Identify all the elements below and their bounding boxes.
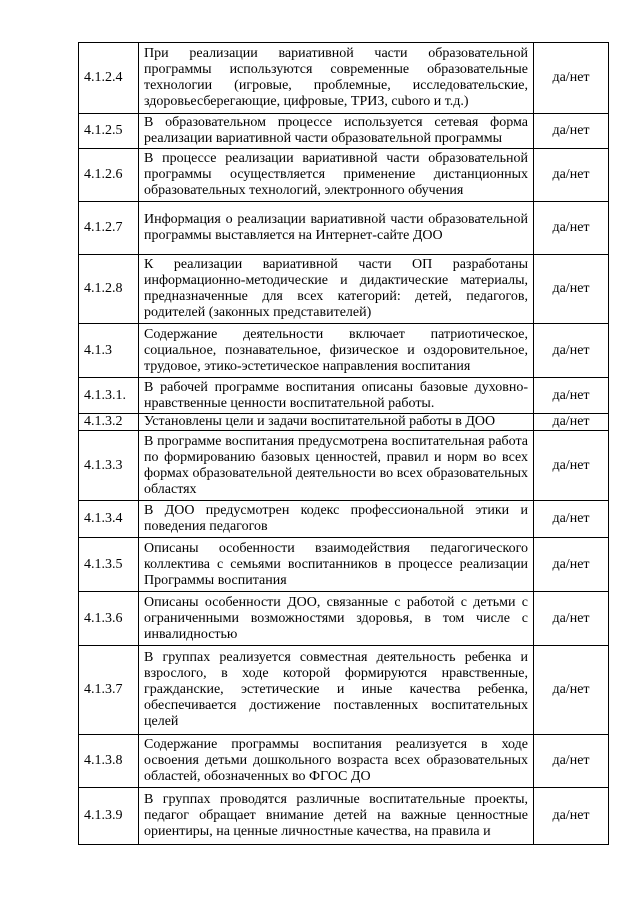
criteria-table [78,42,609,845]
table-row [79,149,609,202]
criterion-code: 4.1.3.4 [79,501,139,538]
table-row [79,788,609,845]
criterion-code: 4.1.3 [79,324,139,378]
criterion-code: 4.1.3.1. [79,378,139,414]
table-row [79,114,609,149]
table-row [79,324,609,378]
criterion-code: 4.1.3.5 [79,538,139,592]
criterion-text: В группах реализуется совместная деятельность ребенка и взрослого, в ходе которой формируются нравственные, гражданские, эстетические и иные качества ребенка, обеспечивается достижение поставленных воспитательных целей [139,646,534,735]
table-row [79,202,609,255]
criterion-code: 4.1.3.2 [79,414,139,431]
criterion-code: 4.1.2.8 [79,255,139,324]
criterion-answer: да/нет [534,646,609,735]
criterion-code: 4.1.3.8 [79,735,139,788]
criterion-answer: да/нет [534,255,609,324]
criterion-text: В группах проводятся различные воспитательные проекты, педагог обращает внимание детей на важные ценностные ориентиры, на ценные личностные качества, на правила и [139,788,534,845]
criterion-answer: да/нет [534,202,609,255]
criteria-table-body [79,43,609,845]
table-row [79,43,609,114]
table-row [79,735,609,788]
criterion-answer: да/нет [534,501,609,538]
criterion-answer: да/нет [534,431,609,501]
criterion-answer: да/нет [534,324,609,378]
criterion-answer: да/нет [534,592,609,646]
criterion-answer: да/нет [534,538,609,592]
criterion-answer: да/нет [534,735,609,788]
criterion-text: Информация о реализации вариативной части образовательной программы выставляется на Интернет-сайте ДОО [139,202,534,255]
criterion-code: 4.1.2.7 [79,202,139,255]
table-row [79,378,609,414]
criterion-answer: да/нет [534,414,609,431]
criterion-text: Содержание программы воспитания реализуется в ходе освоения детьми дошкольного возраста всех образовательных областей, обозначенных во ФГОС ДО [139,735,534,788]
criterion-code: 4.1.2.6 [79,149,139,202]
criterion-text: В ДОО предусмотрен кодекс профессиональной этики и поведения педагогов [139,501,534,538]
criterion-code: 4.1.3.9 [79,788,139,845]
criterion-code: 4.1.2.5 [79,114,139,149]
table-row [79,431,609,501]
criterion-text: Установлены цели и задачи воспитательной работы в ДОО [139,414,534,431]
table-row [79,538,609,592]
criterion-text: В образовательном процессе используется сетевая форма реализации вариативной части образовательной программы [139,114,534,149]
criterion-text: В рабочей программе воспитания описаны базовые духовно-нравственные ценности воспитательной работы. [139,378,534,414]
criterion-code: 4.1.3.3 [79,431,139,501]
criterion-text: Содержание деятельности включает патриотическое, социальное, познавательное, физическое и оздоровительное, трудовое, этико-эстетическое направления воспитания [139,324,534,378]
criterion-text: При реализации вариативной части образовательной программы используются современные образовательные технологии (игровые, проблемные, исследовательские, здоровьесберегающие, цифровые, ТРИЗ, cuboro и т.д.) [139,43,534,114]
table-row [79,414,609,431]
criterion-text: Описаны особенности ДОО, связанные с работой с детьми с ограниченными возможностями здоровья, в том числе с инвалидностью [139,592,534,646]
criterion-code: 4.1.2.4 [79,43,139,114]
table-row [79,592,609,646]
criterion-code: 4.1.3.6 [79,592,139,646]
criterion-answer: да/нет [534,149,609,202]
criterion-answer: да/нет [534,788,609,845]
criterion-text: В программе воспитания предусмотрена воспитательная работа по формированию базовых ценностей, правил и норм во всех формах образовательной деятельности во всех образовательных областях [139,431,534,501]
criterion-text: Описаны особенности взаимодействия педагогического коллектива с семьями воспитанников в процессе реализации Программы воспитания [139,538,534,592]
table-row [79,501,609,538]
table-row [79,646,609,735]
criterion-text: В процессе реализации вариативной части образовательной программы осуществляется применение дистанционных образовательных технологий, электронного обучения [139,149,534,202]
criterion-text: К реализации вариативной части ОП разработаны информационно-методические и дидактические материалы, предназначенные для всех категорий: детей, педагогов, родителей (законных представителей) [139,255,534,324]
criterion-answer: да/нет [534,378,609,414]
criterion-code: 4.1.3.7 [79,646,139,735]
table-row [79,255,609,324]
criterion-answer: да/нет [534,43,609,114]
criterion-answer: да/нет [534,114,609,149]
